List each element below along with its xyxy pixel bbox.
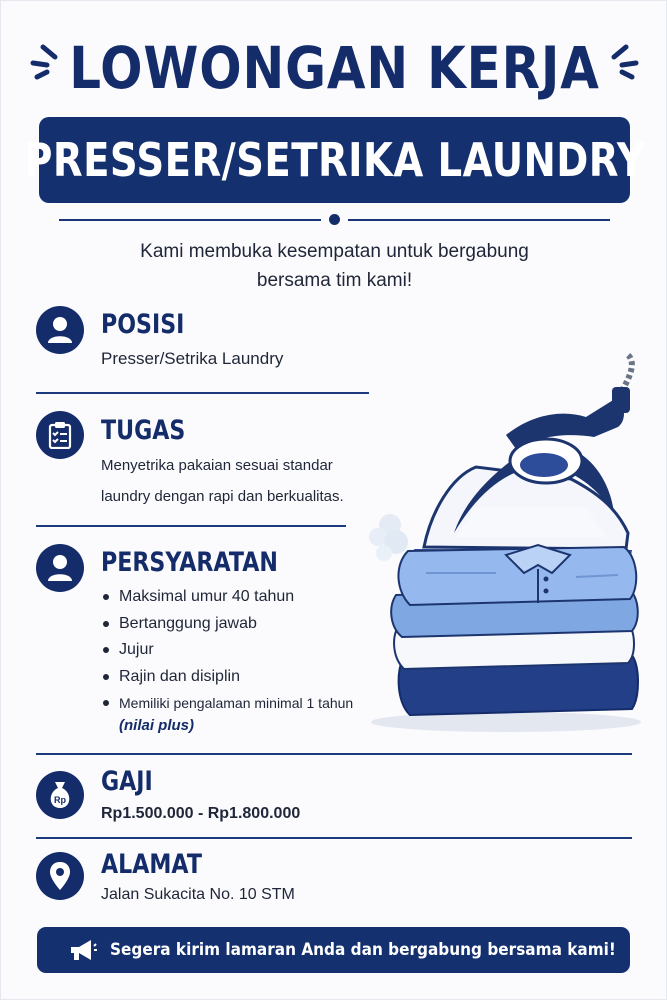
divider-dot bbox=[329, 214, 340, 225]
alamat-text: Jalan Sukacita No. 10 STM bbox=[101, 886, 295, 903]
headline: LOWONGAN KERJA bbox=[69, 34, 600, 102]
requirement-item: Jujur bbox=[101, 637, 353, 664]
requirements-list bbox=[101, 584, 353, 717]
footer-message: Segera kirim lamaran Anda dan bergabung bersama kami! bbox=[110, 940, 616, 960]
tugas-line-1: Menyetrika pakaian sesuai standar bbox=[101, 457, 333, 474]
folded-shirts-icon bbox=[371, 545, 641, 732]
money-bag-icon bbox=[46, 780, 74, 810]
requirement-item: Memiliki pengalaman minimal 1 tahun bbox=[101, 690, 353, 717]
tugas-line-2: laundry dengan rapi dan berkualitas. bbox=[101, 488, 344, 505]
divider-gaji bbox=[36, 837, 632, 839]
iron-icon bbox=[414, 355, 632, 567]
tugas-title: TUGAS bbox=[101, 415, 186, 446]
person-icon bbox=[47, 554, 73, 582]
alamat-title: ALAMAT bbox=[101, 849, 202, 880]
divider-tugas bbox=[36, 525, 346, 527]
tugas-text bbox=[101, 450, 344, 512]
intro-line-2: bersama tim kami! bbox=[256, 270, 413, 291]
tugas-icon-circle bbox=[36, 411, 84, 459]
divider-left bbox=[59, 219, 321, 221]
location-pin-icon bbox=[49, 861, 71, 891]
persyaratan-icon-circle bbox=[36, 544, 84, 592]
divider-persyaratan bbox=[36, 753, 632, 755]
person-icon bbox=[47, 316, 73, 344]
posisi-text: Presser/Setrika Laundry bbox=[101, 349, 284, 368]
requirement-item: Bertanggung jawab bbox=[101, 611, 353, 638]
footer-banner bbox=[37, 927, 630, 973]
divider-right bbox=[348, 219, 610, 221]
persyaratan-title: PERSYARATAN bbox=[101, 547, 278, 578]
posisi-icon-circle bbox=[36, 306, 84, 354]
alamat-icon-circle bbox=[36, 852, 84, 900]
intro-text bbox=[91, 237, 578, 295]
posisi-title: POSISI bbox=[101, 309, 185, 340]
divider-posisi bbox=[36, 392, 369, 394]
position-title: PRESSER/SETRIKA LAUNDRY bbox=[23, 133, 646, 187]
megaphone-icon bbox=[69, 938, 97, 962]
iron-and-shirts-illustration bbox=[356, 337, 646, 737]
gaji-text: Rp1.500.000 - Rp1.800.000 bbox=[101, 805, 301, 822]
intro-line-1: Kami membuka kesempatan untuk bergabung bbox=[140, 241, 529, 262]
gaji-icon-circle bbox=[36, 771, 84, 819]
position-title-banner bbox=[23, 117, 646, 203]
requirement-item: Maksimal umur 40 tahun bbox=[101, 584, 353, 611]
requirement-note: (nilai plus) bbox=[119, 717, 194, 734]
requirement-item: Rajin dan disiplin bbox=[101, 664, 353, 691]
gaji-title: GAJI bbox=[101, 766, 153, 797]
steam-icon bbox=[369, 514, 408, 561]
svg-text:Rp: Rp bbox=[54, 795, 66, 805]
clipboard-icon bbox=[48, 421, 72, 449]
